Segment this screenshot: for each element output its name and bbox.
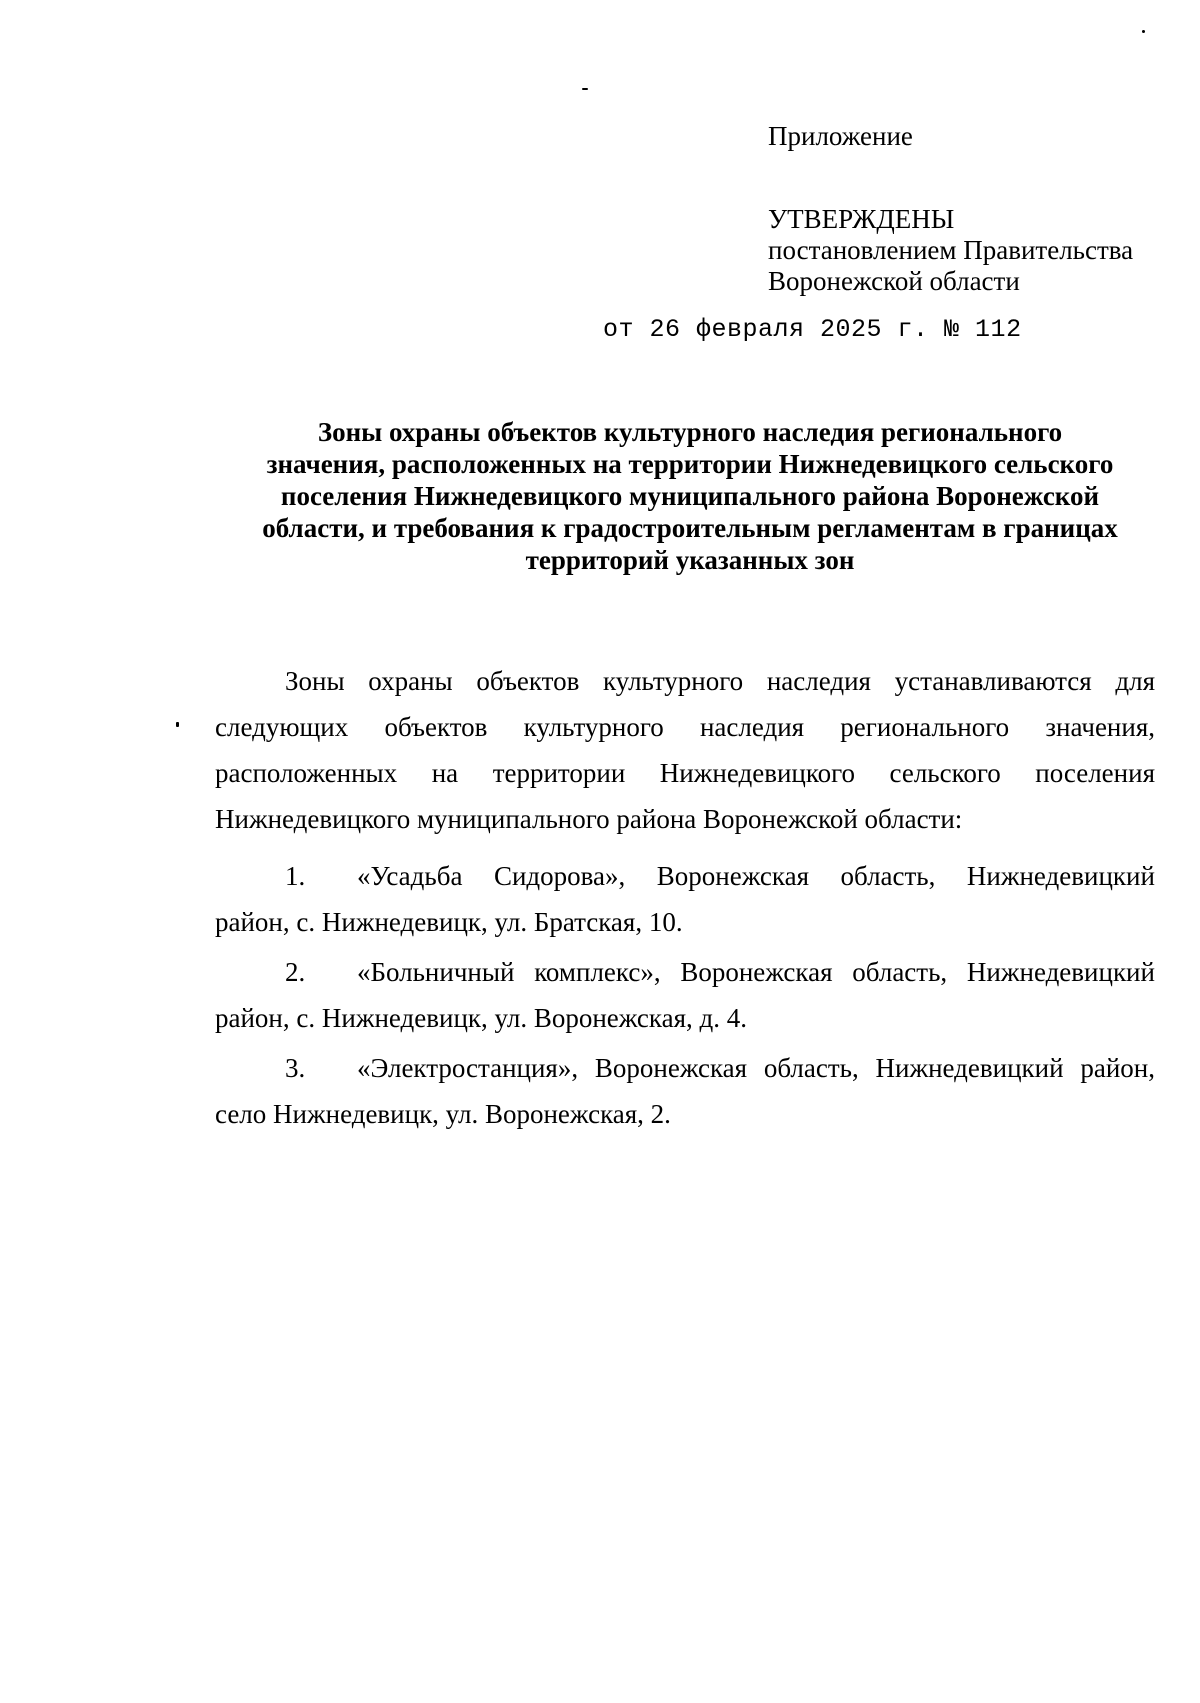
document-title xyxy=(220,416,1160,576)
approved-by-line2: Воронежской области xyxy=(768,266,1020,296)
list-item-continuation: район, с. Нижнедевицк, ул. Воронежская, д. 4. xyxy=(215,1003,748,1033)
list-item xyxy=(215,853,1155,945)
list-item-word: Нижнедевицкий xyxy=(966,861,1155,891)
list-item-word: Воронежская xyxy=(594,1053,748,1083)
list-item-text xyxy=(357,853,1155,899)
list-item-first-line xyxy=(215,1045,1155,1091)
title-line: области, и требования к градостроительным регламентам в границах xyxy=(262,513,1118,543)
list-item-word: область, xyxy=(763,1053,859,1083)
title-line: территорий указанных зон xyxy=(525,545,855,575)
appendix-label xyxy=(768,121,913,152)
list-item-number: 2. xyxy=(285,957,306,987)
intro-text: Зоны охраны объектов культурного наследия устанавливаются для следующих объектов культурного наследия регионального значения, расположенных на территории Нижнедевицкого сельского поселения Нижнедевицкого муниципального района Воронежской области: xyxy=(215,666,1155,834)
list-item-first-line xyxy=(215,853,1155,899)
list-item-number: 1. xyxy=(285,861,306,891)
title-line: значения, расположенных на территории Нижнедевицкого сельского xyxy=(266,449,1114,479)
approval-stamp xyxy=(768,204,1133,297)
list-item-word: Нижнедевицкий xyxy=(966,957,1155,987)
list-item-continuation: район, с. Нижнедевицк, ул. Братская, 10. xyxy=(215,907,683,937)
list-item xyxy=(215,949,1155,1041)
scan-speck xyxy=(1142,30,1145,33)
scan-speck xyxy=(176,722,179,727)
list-item-word: область, xyxy=(840,861,936,891)
list-item-word: «Усадьба xyxy=(357,861,463,891)
list-item xyxy=(215,1045,1155,1137)
approved-heading: УТВЕРЖДЕНЫ xyxy=(768,204,955,234)
list-item-word: Нижнедевицкий xyxy=(875,1053,1064,1083)
list-item-number: 3. xyxy=(285,1053,306,1083)
list-item-text xyxy=(357,949,1155,995)
title-line: поселения Нижнедевицкого муниципального района Воронежской xyxy=(280,481,1100,511)
list-item-text xyxy=(357,1045,1155,1091)
intro-paragraph xyxy=(215,658,1155,842)
list-item-word: комплекс», xyxy=(534,957,661,987)
list-item-first-line xyxy=(215,949,1155,995)
list-item-word: Сидорова», xyxy=(493,861,626,891)
approved-by-line1: постановлением Правительства xyxy=(768,235,1134,265)
list-item-word: область, xyxy=(852,957,948,987)
list-item-word: «Электростанция», xyxy=(357,1053,579,1083)
list-item-word: «Больничный xyxy=(357,957,515,987)
title-line: Зоны охраны объектов культурного наследия регионального xyxy=(317,417,1063,447)
list-item-word: Воронежская xyxy=(656,861,809,891)
list-item-continuation: село Нижнедевицк, ул. Воронежская, 2. xyxy=(215,1099,671,1129)
list-item-word: Воронежская xyxy=(680,957,833,987)
appendix-text: Приложение xyxy=(768,121,913,151)
decree-date-number: от 26 февраля 2025 г. № 112 xyxy=(603,315,1022,344)
scan-speck xyxy=(582,88,588,90)
list-item-word: район, xyxy=(1080,1053,1155,1083)
